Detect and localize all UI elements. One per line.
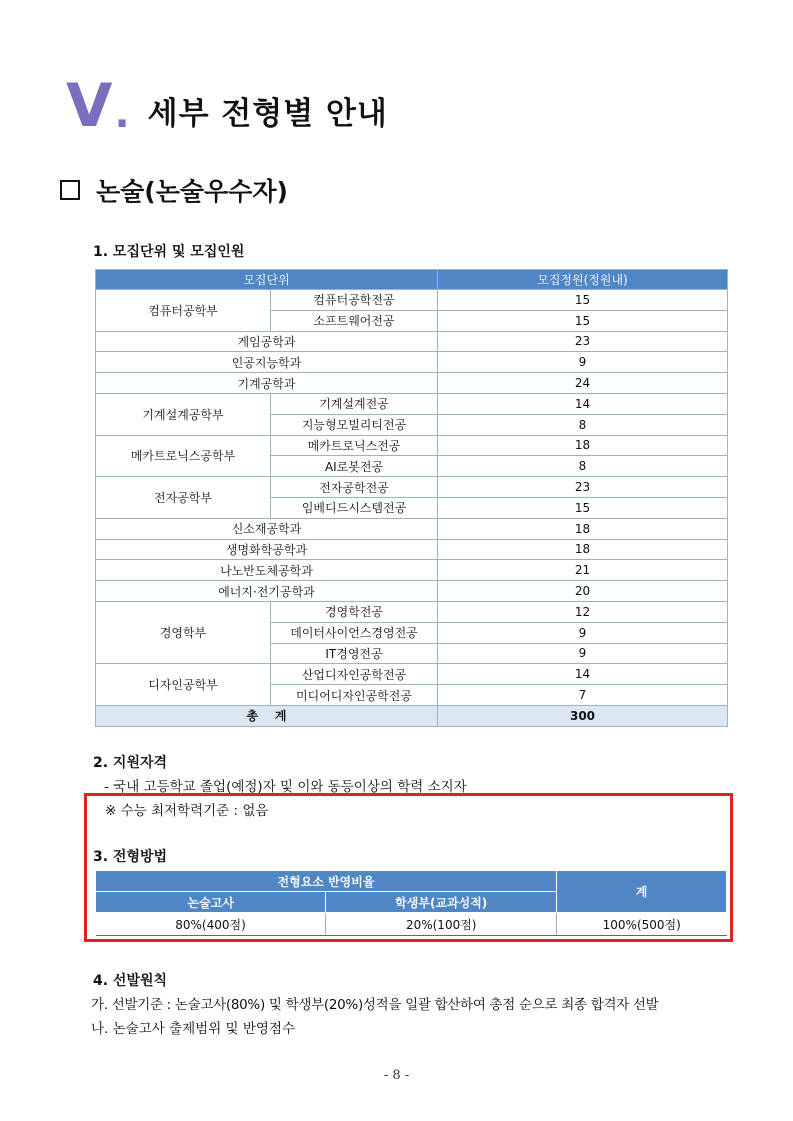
major-name: 데이터사이언스경영전공 bbox=[271, 622, 438, 643]
method-heading: 3. 전형방법 bbox=[93, 849, 168, 865]
table-row bbox=[96, 518, 728, 539]
table-row bbox=[96, 560, 728, 581]
quota-count: 14 bbox=[438, 393, 728, 414]
major-name: 기계설계전공 bbox=[271, 393, 438, 414]
table-row bbox=[96, 664, 728, 685]
total-value: 100%(500점) bbox=[556, 913, 726, 936]
table-row bbox=[96, 581, 728, 602]
major-name: IT경영전공 bbox=[271, 643, 438, 664]
table-row bbox=[96, 539, 728, 560]
unit-name: 경영학부 bbox=[96, 601, 271, 663]
table-row bbox=[96, 435, 728, 456]
method-table bbox=[95, 870, 727, 936]
csat-note: ※ 수능 최저학력기준 : 없음 bbox=[105, 803, 269, 819]
table-row bbox=[96, 373, 728, 394]
table-header-row bbox=[96, 871, 727, 892]
quota-count: 23 bbox=[438, 331, 728, 352]
table-row bbox=[96, 352, 728, 373]
table-row bbox=[96, 477, 728, 498]
header-record: 학생부(교과성적) bbox=[326, 892, 557, 913]
eligibility-line: - 국내 고등학교 졸업(예정)자 및 이와 동등이상의 학력 소지자 bbox=[104, 779, 467, 795]
unit-name: 기계공학과 bbox=[96, 373, 438, 394]
table-row bbox=[96, 331, 728, 352]
major-name: 산업디자인공학전공 bbox=[271, 664, 438, 685]
recruit-heading: 1. 모집단위 및 모집인원 bbox=[93, 244, 245, 260]
total-label: 총 계 bbox=[96, 705, 438, 726]
quota-count: 18 bbox=[438, 435, 728, 456]
selection-scope: 나. 논술고사 출제범위 및 반영점수 bbox=[91, 1021, 296, 1037]
quota-count: 12 bbox=[438, 601, 728, 622]
unit-name: 디자인공학부 bbox=[96, 664, 271, 706]
unit-name: 에너지·전기공학과 bbox=[96, 581, 438, 602]
major-name: 메카트로닉스전공 bbox=[271, 435, 438, 456]
header-count: 모집정원(정원내) bbox=[438, 270, 728, 290]
quota-count: 9 bbox=[438, 622, 728, 643]
major-name: 소프트웨어전공 bbox=[271, 310, 438, 331]
table-header-row bbox=[96, 270, 728, 290]
quota-count: 9 bbox=[438, 643, 728, 664]
quota-count: 8 bbox=[438, 456, 728, 477]
table-row bbox=[96, 601, 728, 622]
page-number: - 8 - bbox=[383, 1068, 410, 1083]
header-group: 전형요소 반영비율 bbox=[96, 871, 557, 892]
total-value: 300 bbox=[438, 705, 728, 726]
recruit-table bbox=[95, 269, 728, 727]
major-name: 임베디드시스템전공 bbox=[271, 497, 438, 518]
header-essay: 논술고사 bbox=[96, 892, 326, 913]
square-bullet-icon bbox=[60, 180, 80, 200]
major-name: AI로봇전공 bbox=[271, 456, 438, 477]
chapter-number: V bbox=[66, 71, 111, 141]
quota-count: 15 bbox=[438, 290, 728, 311]
quota-count: 24 bbox=[438, 373, 728, 394]
unit-name: 메카트로닉스공학부 bbox=[96, 435, 271, 477]
quota-count: 7 bbox=[438, 685, 728, 706]
header-unit: 모집단위 bbox=[96, 270, 438, 290]
major-name: 경영학전공 bbox=[271, 601, 438, 622]
unit-name: 기계설계공학부 bbox=[96, 393, 271, 435]
table-row bbox=[96, 913, 727, 936]
quota-count: 15 bbox=[438, 497, 728, 518]
unit-name: 생명화학공학과 bbox=[96, 539, 438, 560]
record-value: 20%(100점) bbox=[326, 913, 557, 936]
unit-name: 전자공학부 bbox=[96, 477, 271, 519]
quota-count: 21 bbox=[438, 560, 728, 581]
eligibility-heading: 2. 지원자격 bbox=[93, 755, 168, 771]
unit-name: 인공지능학과 bbox=[96, 352, 438, 373]
total-row bbox=[96, 705, 728, 726]
unit-name: 컴퓨터공학부 bbox=[96, 290, 271, 332]
major-name: 컴퓨터공학전공 bbox=[271, 290, 438, 311]
table-row bbox=[96, 393, 728, 414]
major-name: 미디어디자인공학전공 bbox=[271, 685, 438, 706]
quota-count: 18 bbox=[438, 518, 728, 539]
section-title: 논술(논술우수자) bbox=[96, 177, 288, 206]
major-name: 전자공학전공 bbox=[271, 477, 438, 498]
selection-criteria: 가. 선발기준 : 논술고사(80%) 및 학생부(20%)성적을 일괄 합산하여 총점 순으로 최종 합격자 선발 bbox=[91, 997, 659, 1013]
chapter-title: 세부 전형별 안내 bbox=[147, 96, 388, 132]
unit-name: 게임공학과 bbox=[96, 331, 438, 352]
essay-value: 80%(400점) bbox=[96, 913, 326, 936]
header-total: 계 bbox=[556, 871, 726, 913]
quota-count: 18 bbox=[438, 539, 728, 560]
quota-count: 8 bbox=[438, 414, 728, 435]
quota-count: 20 bbox=[438, 581, 728, 602]
unit-name: 신소재공학과 bbox=[96, 518, 438, 539]
quota-count: 15 bbox=[438, 310, 728, 331]
quota-count: 23 bbox=[438, 477, 728, 498]
quota-count: 9 bbox=[438, 352, 728, 373]
major-name: 지능형모빌리티전공 bbox=[271, 414, 438, 435]
selection-heading: 4. 선발원칙 bbox=[93, 973, 168, 989]
unit-name: 나노반도체공학과 bbox=[96, 560, 438, 581]
chapter-dot: . bbox=[114, 91, 130, 137]
quota-count: 14 bbox=[438, 664, 728, 685]
chapter-heading bbox=[66, 71, 388, 141]
section-heading bbox=[60, 172, 288, 208]
table-row bbox=[96, 290, 728, 311]
